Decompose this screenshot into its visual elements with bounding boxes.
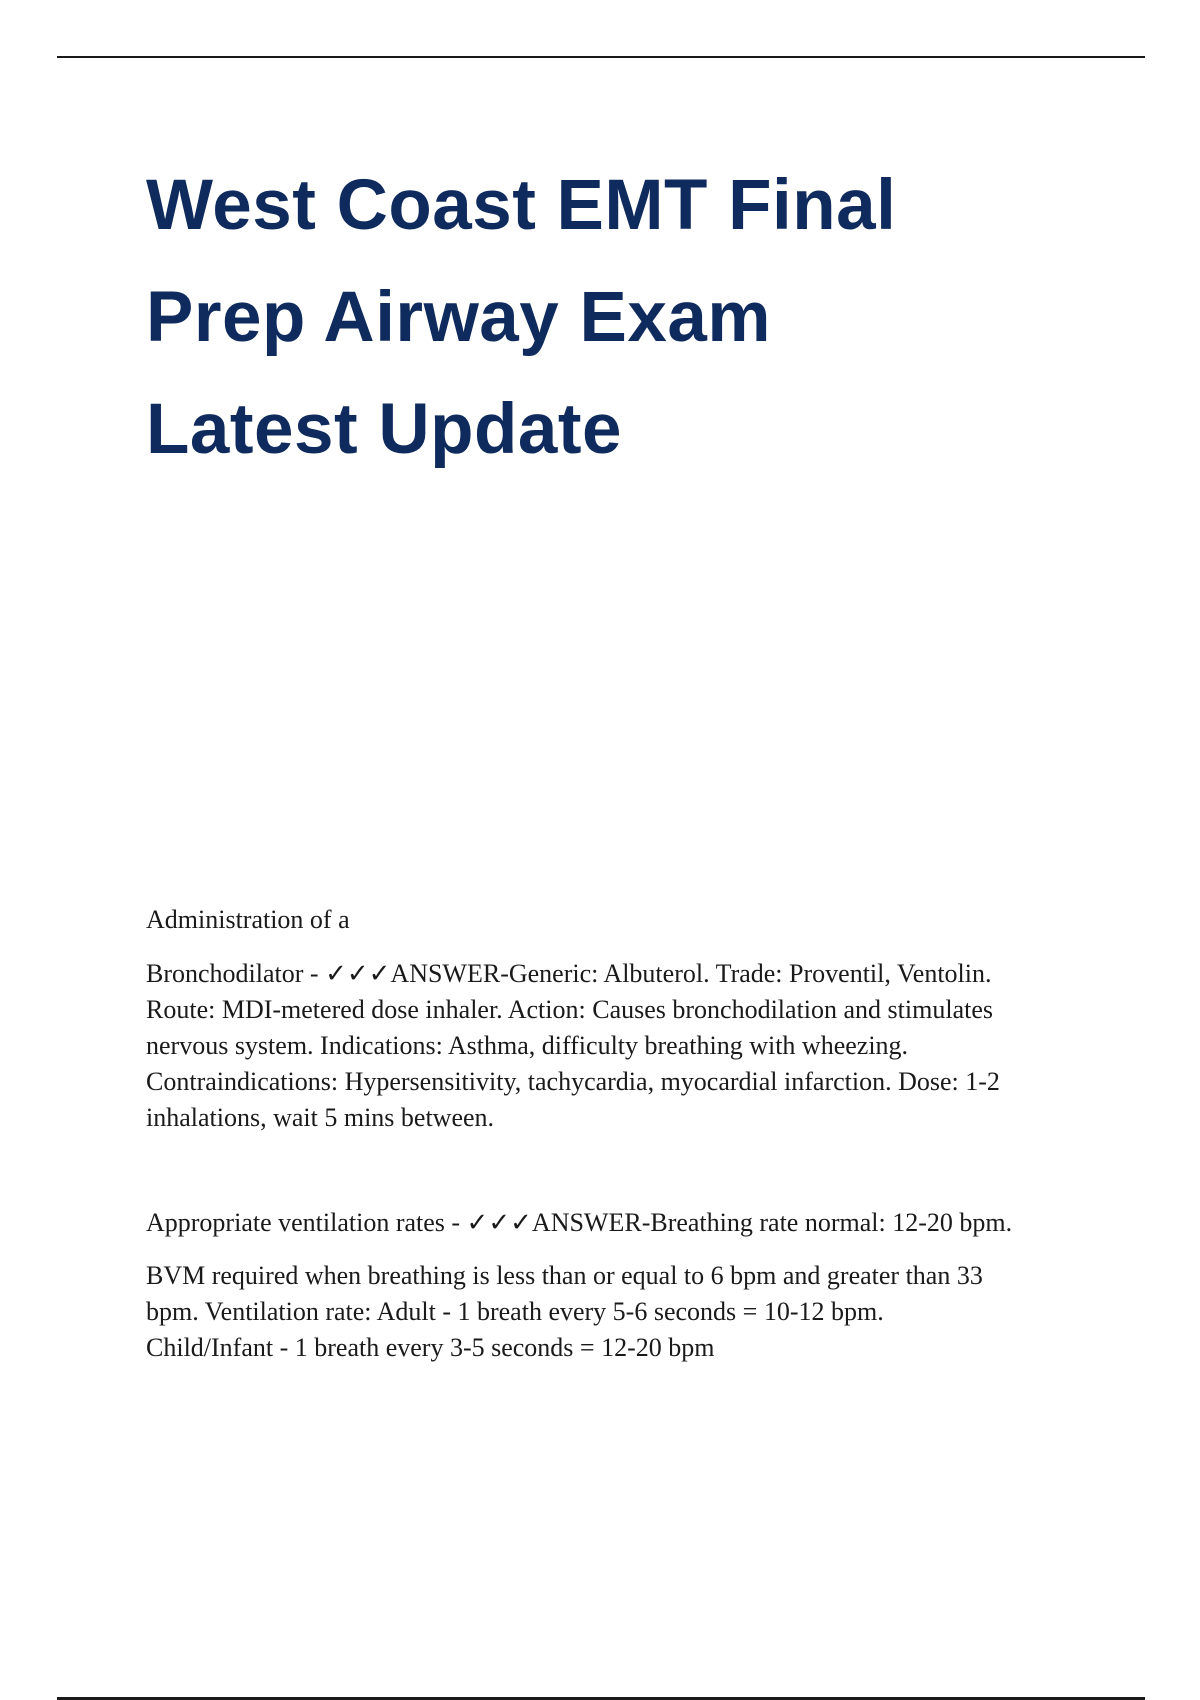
text-line: nervous system. Indications: Asthma, difficulty breathing with wheezing. — [146, 1031, 909, 1060]
title-line: Prep Airway Exam — [146, 278, 771, 357]
text-line: Administration of a — [146, 905, 350, 934]
document-title — [146, 150, 1126, 486]
text-line: inhalations, wait 5 mins between. — [146, 1103, 495, 1132]
title-line: Latest Update — [146, 390, 622, 469]
question-2-answer — [146, 1258, 1106, 1366]
text-line: Route: MDI-metered dose inhaler. Action: Causes bronchodilation and stimulates — [146, 995, 993, 1024]
text-line: Appropriate ventilation rates - ✓✓✓ANSWER-Breathing rate normal: 12-20 bpm. — [146, 1208, 1013, 1237]
question-1-answer — [146, 956, 1106, 1136]
question-2-heading — [146, 1205, 1106, 1241]
question-1-intro — [146, 902, 1106, 938]
title-line: West Coast EMT Final — [146, 166, 897, 245]
text-line: bpm. Ventilation rate: Adult - 1 breath every 5-6 seconds = 10-12 bpm. — [146, 1297, 884, 1326]
text-line: Contraindications: Hypersensitivity, tachycardia, myocardial infarction. Dose: 1-2 — [146, 1067, 1000, 1096]
text-line: BVM required when breathing is less than or equal to 6 bpm and greater than 33 — [146, 1261, 983, 1290]
text-line: Bronchodilator - ✓✓✓ANSWER-Generic: Albuterol. Trade: Proventil, Ventolin. — [146, 959, 992, 988]
text-line: Child/Infant - 1 breath every 3-5 seconds = 12-20 bpm — [146, 1333, 715, 1362]
top-divider — [57, 56, 1145, 58]
